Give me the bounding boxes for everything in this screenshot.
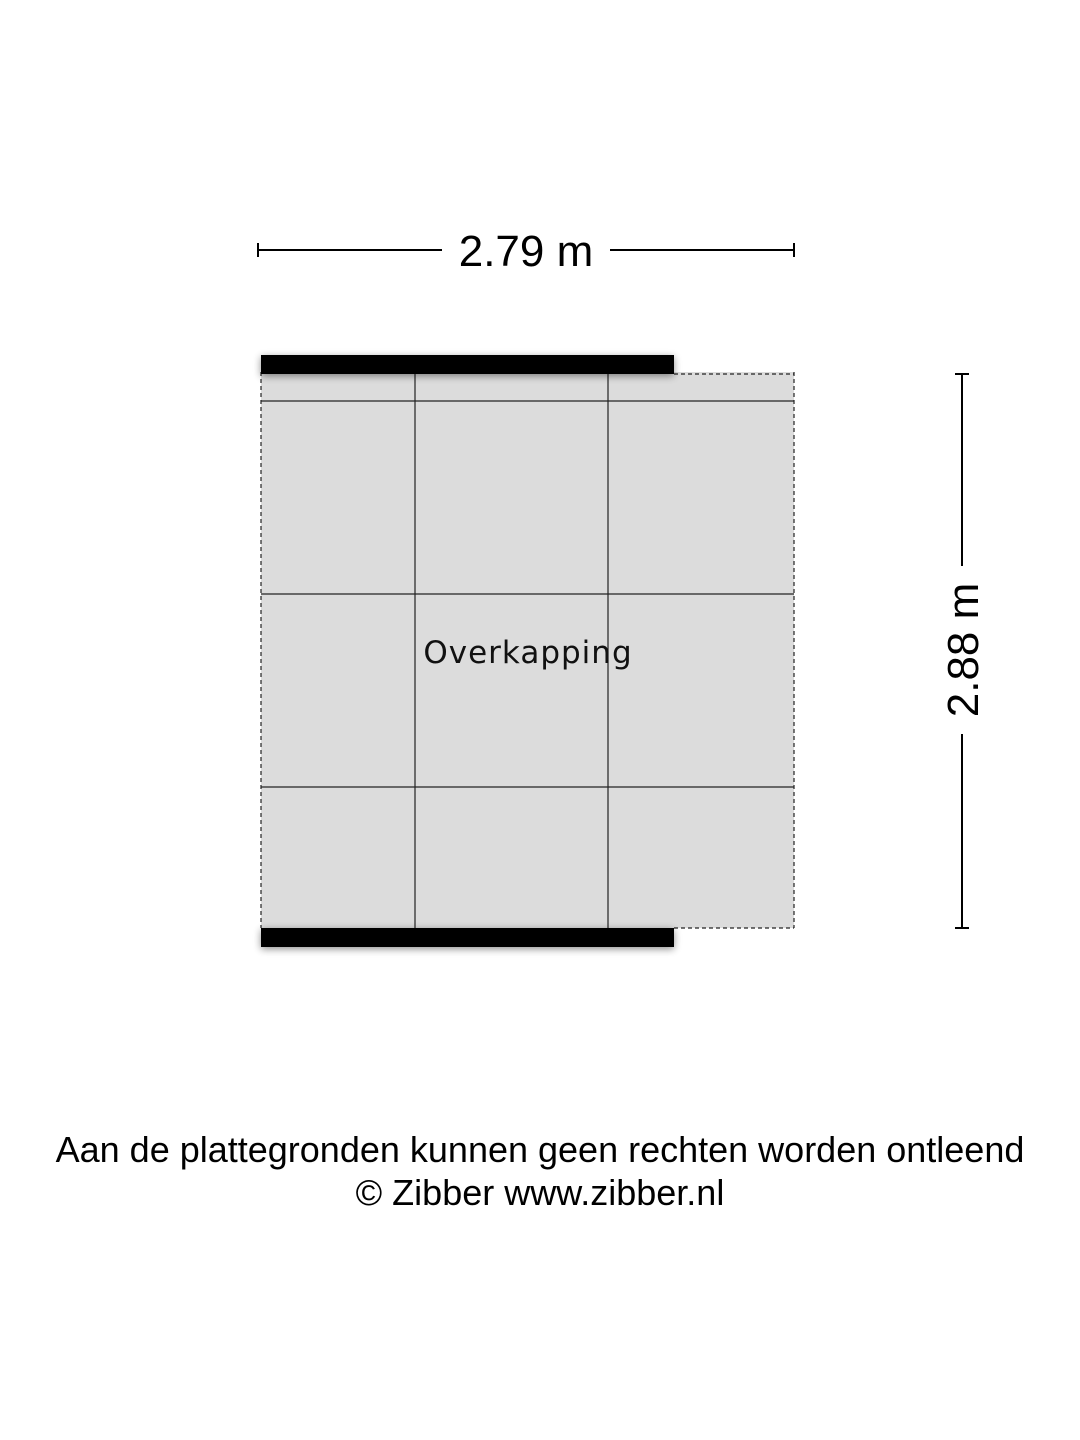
width-dimension-label: 2.79 m xyxy=(458,227,594,276)
width-dimension xyxy=(258,227,794,276)
height-dimension xyxy=(939,374,988,928)
disclaimer-text: Aan de plattegronden kunnen geen rechten worden ontleend xyxy=(55,1129,1025,1170)
copyright-text: © Zibber www.zibber.nl xyxy=(355,1172,725,1213)
height-dimension-label: 2.88 m xyxy=(939,582,988,718)
wall-top xyxy=(261,355,674,374)
wall-bottom xyxy=(261,928,674,947)
room-label: Overkapping xyxy=(423,635,633,671)
